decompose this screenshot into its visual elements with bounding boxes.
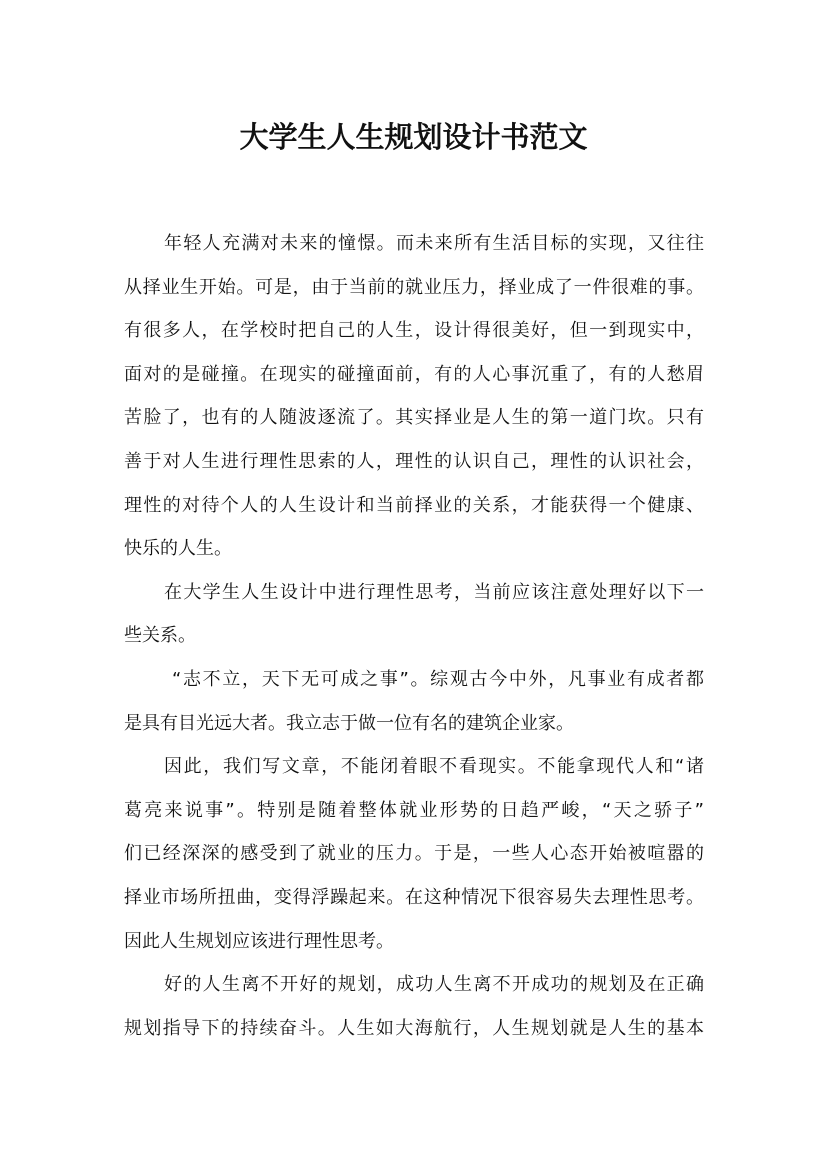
text-line: 好的人生离不开好的规划，成功人生离不开成功的规划及在正确 [164,974,704,996]
text-line: 在大学生人生设计中进行理性思考，当前应该注意处理好以下一 [164,581,704,603]
text-line: 是具有目光远大者。我立志于做一位有名的建筑企业家。 [124,712,574,734]
text-line: 从择业生开始。可是，由于当前的就业压力，择业成了一件很难的事。 [124,276,704,298]
text-line: 理性的对待个人的人生设计和当前择业的关系，才能获得一个健康、 [124,494,704,516]
text-line: 善于对人生进行理性思索的人，理性的认识自己，理性的认识社会， [124,450,704,472]
text-line: 年轻人充满对未来的憧憬。而未来所有生活目标的实现，又往往 [164,233,704,254]
text-line: 规划指导下的持续奋斗。人生如大海航行，人生规划就是人生的基本 [124,1017,704,1039]
text-line: 因此人生规划应该进行理性思考。 [124,930,394,952]
text-line: 面对的是碰撞。在现实的碰撞面前，有的人心事沉重了，有的人愁眉 [124,363,704,385]
text-line: 快乐的人生。 [124,538,232,560]
text-line: 葛亮来说事”。特别是随着整体就业形势的日趋严峻，“天之骄子” [124,799,704,821]
text-line: 有很多人，在学校时把自己的人生，设计得很美好，但一到现实中， [124,320,704,342]
text-line: 因此，我们写文章，不能闭着眼不看现实。不能拿现代人和“诸 [164,756,704,778]
text-line: 择业市场所扭曲，变得浮躁起来。在这种情况下很容易失去理性思考。 [124,886,704,908]
document-title: 大学生人生规划设计书范文 [239,120,588,154]
text-line: 们已经深深的感受到了就业的压力。于是，一些人心态开始被喧嚣的 [124,843,704,865]
text-line: 苦脸了，也有的人随波逐流了。其实择业是人生的第一道门坎。只有 [124,407,704,429]
document-body [124,222,704,1050]
text-line: 些关系。 [124,625,196,647]
text-line: “志不立，天下无可成之事”。综观古今中外，凡事业有成者都 [172,668,704,690]
